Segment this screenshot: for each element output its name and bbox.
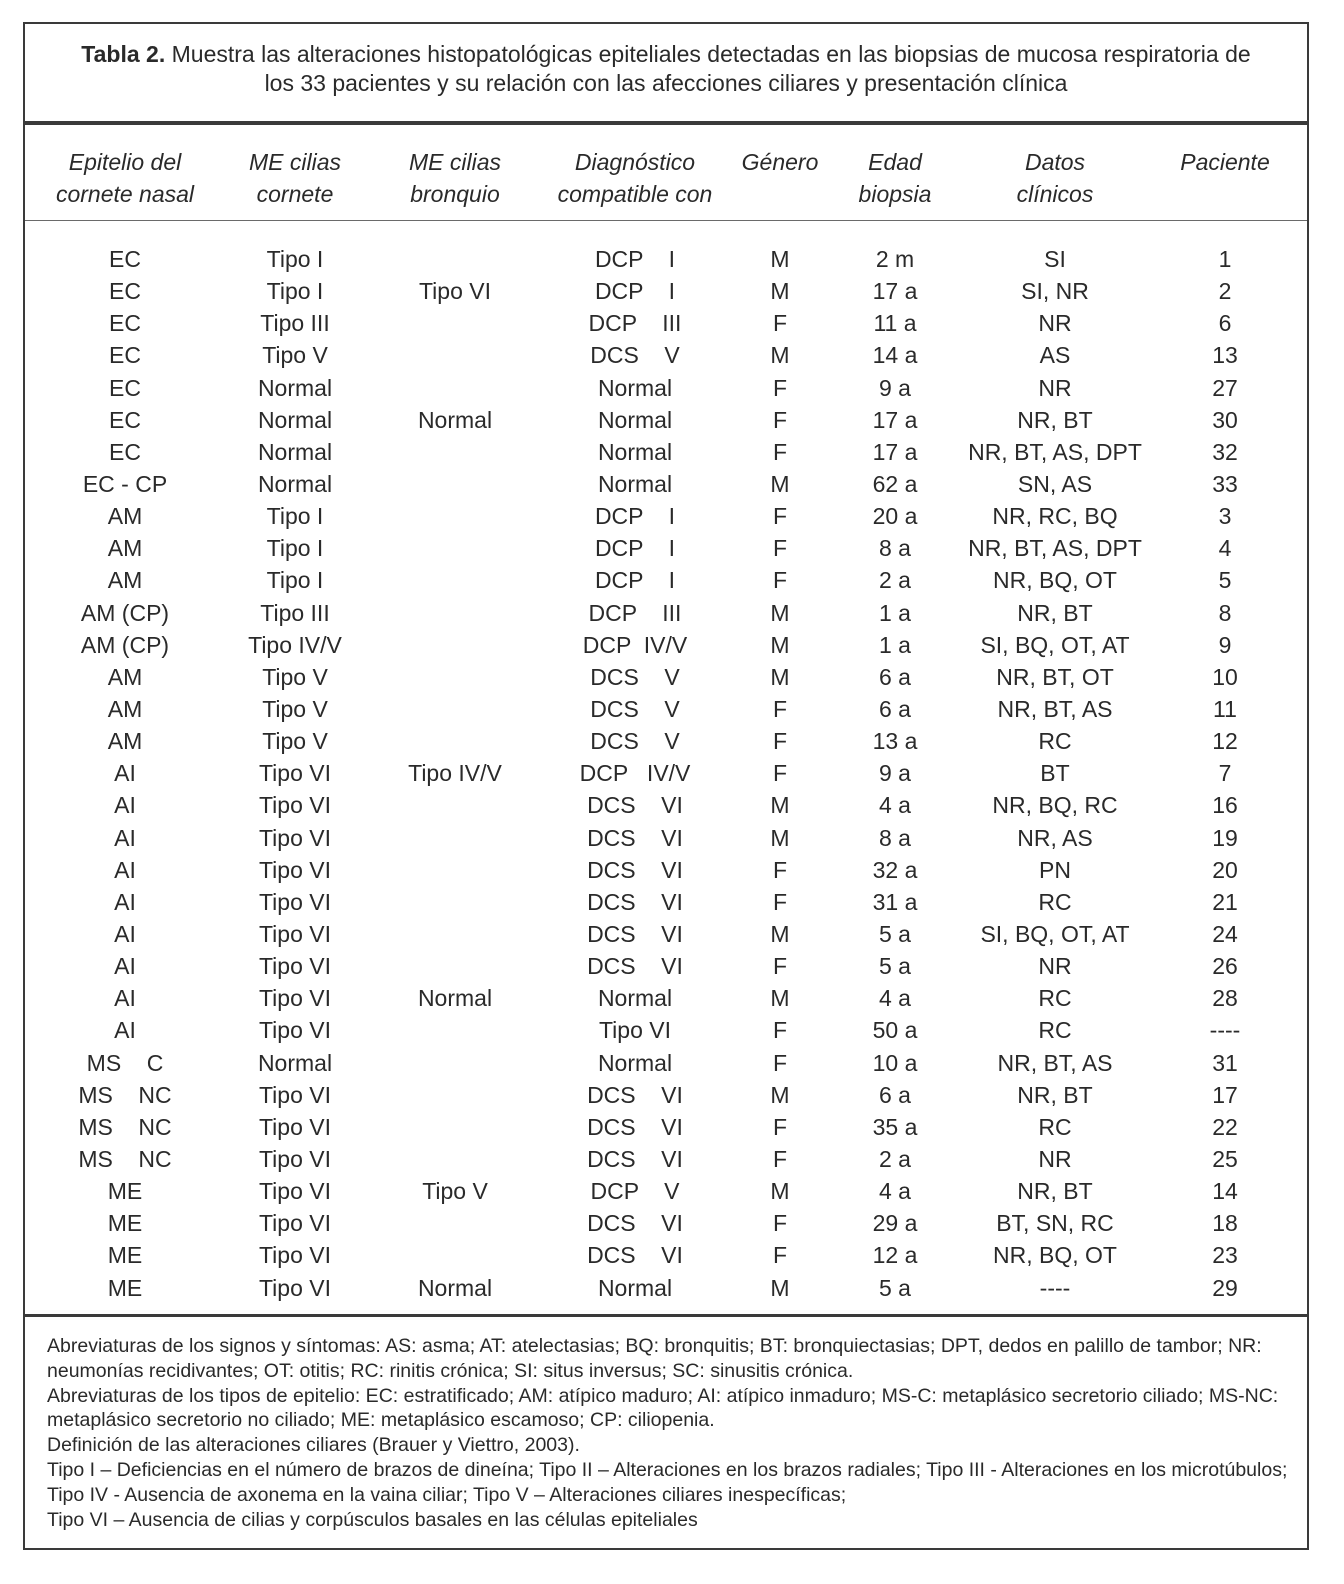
table-row	[25, 500, 1307, 532]
cell-cilias-cornete: Tipo VI	[258, 953, 331, 980]
cell-diagnostico: DCS V	[590, 663, 680, 690]
cell-datos-clinicos: NR, BT	[1017, 406, 1093, 433]
cell-genero: F	[772, 535, 788, 562]
cell-edad: 2 a	[879, 567, 911, 594]
cell-epitelio: AM	[107, 567, 143, 594]
cell-epitelio: EC	[109, 278, 141, 305]
cell-cilias-bronquio: Normal	[417, 406, 493, 433]
cell-edad: 17 a	[872, 406, 918, 433]
cell-paciente: 25	[1212, 1145, 1238, 1172]
header-me-cilias-bronquio: ME cilias bronquio	[408, 149, 501, 207]
cell-datos-clinicos: SI	[1044, 246, 1066, 272]
cell-edad: 62 a	[872, 470, 918, 497]
cell-cilias-cornete: Tipo VI	[258, 1274, 331, 1301]
cell-cilias-cornete: Tipo VI	[258, 792, 331, 819]
cell-edad: 29 a	[872, 1210, 918, 1237]
cell-cilias-cornete: Tipo VI	[258, 985, 331, 1012]
cell-genero: M	[770, 278, 790, 305]
cell-paciente: 16	[1212, 792, 1238, 819]
cell-datos-clinicos: NR	[1038, 374, 1072, 401]
cell-datos-clinicos: RC	[1038, 728, 1072, 755]
cell-datos-clinicos: NR, BT, AS, DPT	[968, 535, 1142, 562]
cell-epitelio: AI	[114, 920, 136, 947]
cell-edad: 4 a	[879, 1178, 911, 1205]
cell-genero: M	[770, 792, 790, 819]
cell-genero: F	[772, 1145, 788, 1172]
header-edad: Edad biopsia	[858, 149, 932, 207]
cell-epitelio: AI	[114, 985, 136, 1012]
cell-cilias-cornete: Normal	[257, 470, 333, 497]
cell-cilias-bronquio: Tipo IV/V	[408, 760, 502, 787]
cell-cilias-cornete: Tipo V	[262, 663, 328, 690]
cell-cilias-cornete: Tipo VI	[258, 1242, 331, 1269]
header-paciente: Paciente	[1180, 149, 1270, 175]
cell-epitelio: AM (CP)	[80, 631, 170, 658]
table-body	[25, 243, 1307, 1304]
cell-genero: M	[770, 985, 790, 1012]
cell-paciente: 24	[1212, 920, 1238, 947]
header-genero: Género	[741, 149, 819, 175]
cell-epitelio: AI	[114, 953, 136, 980]
cell-datos-clinicos: NR	[1038, 310, 1072, 337]
table-row	[25, 789, 1307, 821]
cell-epitelio: EC	[109, 246, 141, 272]
cell-paciente: 32	[1212, 438, 1238, 465]
cell-epitelio: AI	[114, 856, 136, 883]
cell-diagnostico: Normal	[597, 1274, 673, 1301]
cell-cilias-cornete: Tipo III	[260, 599, 330, 626]
cell-paciente: 5	[1218, 567, 1232, 594]
cell-epitelio: AM	[107, 728, 143, 755]
cell-epitelio: ME	[107, 1178, 143, 1205]
cell-edad: 50 a	[872, 1017, 918, 1044]
note-epitelio: Abreviaturas de los tipos de epitelio: EC: estratificado; AM: atípico maduro; AI: atípico inmaduro; MS-C: metaplásico secretorio ciliado; MS-NC: metaplásico secretorio no ciliado; ME: metaplásico escamoso; CP: ciliopenia.	[47, 1384, 1279, 1432]
cell-genero: F	[772, 1017, 788, 1044]
table-row	[25, 532, 1307, 564]
cell-diagnostico: DCP I	[594, 567, 676, 594]
table-row	[25, 725, 1307, 757]
cell-genero: M	[770, 599, 790, 626]
cell-edad: 9 a	[879, 760, 911, 787]
cell-paciente: 10	[1212, 663, 1238, 690]
cell-epitelio: AI	[114, 1017, 136, 1044]
cell-diagnostico: Normal	[597, 406, 673, 433]
header-rule	[25, 220, 1307, 221]
note-definicion: Definición de las alteraciones ciliares (Brauer y Viettro, 2003).	[47, 1434, 580, 1457]
cell-datos-clinicos: SI, BQ, OT, AT	[980, 920, 1130, 947]
cell-diagnostico: DCP III	[588, 310, 682, 337]
cell-diagnostico: DCP IV/V	[579, 760, 691, 787]
cell-cilias-cornete: Tipo V	[262, 342, 328, 369]
cell-paciente: 27	[1212, 374, 1238, 401]
cell-cilias-cornete: Tipo I	[266, 246, 324, 272]
cell-datos-clinicos: PN	[1039, 856, 1071, 883]
cell-diagnostico: DCS VI	[587, 1210, 683, 1237]
cell-epitelio: AM (CP)	[80, 599, 170, 626]
cell-datos-clinicos: RC	[1038, 1113, 1072, 1140]
table-row	[25, 275, 1307, 307]
cell-genero: F	[772, 1210, 788, 1237]
cell-paciente: 23	[1212, 1242, 1238, 1269]
cell-cilias-cornete: Tipo I	[266, 567, 324, 594]
cell-genero: F	[772, 503, 788, 530]
cell-datos-clinicos: NR, AS	[1017, 824, 1093, 851]
cell-genero: F	[772, 695, 788, 722]
cell-edad: 9 a	[879, 374, 911, 401]
cell-paciente: 13	[1212, 342, 1238, 369]
table-row	[25, 757, 1307, 789]
bottom-rule	[25, 1314, 1307, 1317]
cell-edad: 35 a	[872, 1113, 918, 1140]
cell-edad: 1 a	[879, 631, 911, 658]
cell-paciente: 21	[1212, 888, 1238, 915]
cell-edad: 2 a	[879, 1145, 911, 1172]
cell-genero: M	[770, 663, 790, 690]
table-row	[25, 854, 1307, 886]
cell-diagnostico: DCP I	[594, 246, 676, 272]
cell-cilias-cornete: Tipo VI	[258, 824, 331, 851]
cell-genero: F	[772, 760, 788, 787]
table-frame	[23, 22, 1309, 1550]
top-rule	[25, 121, 1307, 125]
cell-genero: F	[772, 406, 788, 433]
cell-diagnostico: DCS VI	[587, 792, 683, 819]
cell-diagnostico: DCS VI	[587, 1081, 683, 1108]
cell-cilias-cornete: Tipo VI	[258, 1145, 331, 1172]
cell-datos-clinicos: NR, BT, OT	[996, 663, 1114, 690]
cell-diagnostico: DCS V	[590, 695, 680, 722]
cell-paciente: 30	[1212, 406, 1238, 433]
cell-cilias-bronquio: Tipo VI	[418, 278, 491, 305]
cell-datos-clinicos: NR, BT	[1017, 1178, 1093, 1205]
cell-paciente: 20	[1212, 856, 1238, 883]
cell-genero: F	[772, 1049, 788, 1076]
cell-edad: 31 a	[872, 888, 918, 915]
cell-edad: 4 a	[879, 792, 911, 819]
cell-datos-clinicos: SI, BQ, OT, AT	[980, 631, 1130, 658]
cell-edad: 6 a	[879, 1081, 911, 1108]
cell-paciente: 14	[1212, 1178, 1238, 1205]
table-notes	[47, 1334, 1289, 1532]
cell-edad: 2 m	[875, 246, 915, 272]
cell-paciente: 7	[1218, 760, 1232, 787]
cell-genero: F	[772, 567, 788, 594]
table-row	[25, 1239, 1307, 1271]
cell-cilias-cornete: Tipo VI	[258, 856, 331, 883]
table-row	[25, 918, 1307, 950]
cell-cilias-cornete: Normal	[257, 374, 333, 401]
cell-cilias-cornete: Tipo I	[266, 503, 324, 530]
cell-edad: 1 a	[879, 599, 911, 626]
header-diagnostico: Diagnóstico compatible con	[557, 149, 713, 207]
cell-diagnostico: DCP I	[594, 278, 676, 305]
cell-diagnostico: Tipo VI	[598, 1017, 671, 1044]
cell-genero: M	[770, 631, 790, 658]
cell-datos-clinicos: NR, BQ, OT	[993, 1242, 1117, 1269]
cell-epitelio: AM	[107, 695, 143, 722]
table-row	[25, 1207, 1307, 1239]
cell-datos-clinicos: NR, BQ, OT	[993, 567, 1117, 594]
cell-genero: M	[770, 1274, 790, 1301]
cell-datos-clinicos: AS	[1039, 342, 1071, 369]
cell-edad: 17 a	[872, 278, 918, 305]
cell-diagnostico: Normal	[597, 374, 673, 401]
cell-cilias-cornete: Tipo VI	[258, 1210, 331, 1237]
cell-epitelio: AI	[114, 888, 136, 915]
cell-paciente: 18	[1212, 1210, 1238, 1237]
cell-cilias-cornete: Tipo VI	[258, 1178, 331, 1205]
header-me-cilias-cornete: ME cilias cornete	[248, 149, 341, 207]
cell-epitelio: AM	[107, 535, 143, 562]
cell-epitelio: ME	[107, 1210, 143, 1237]
cell-diagnostico: DCP III	[588, 599, 682, 626]
cell-diagnostico: DCS V	[590, 342, 680, 369]
cell-datos-clinicos: NR, BT, AS	[997, 1049, 1113, 1076]
cell-cilias-cornete: Tipo V	[262, 695, 328, 722]
table-row	[25, 1047, 1307, 1079]
cell-epitelio: EC	[109, 310, 141, 337]
cell-paciente: 3	[1218, 503, 1232, 530]
cell-epitelio: ME	[107, 1274, 143, 1301]
table-row	[25, 950, 1307, 982]
cell-genero: M	[770, 1081, 790, 1108]
cell-paciente: 28	[1212, 985, 1238, 1012]
cell-epitelio: MS NC	[78, 1113, 172, 1140]
table-row	[25, 982, 1307, 1014]
cell-genero: M	[770, 246, 790, 272]
cell-epitelio: MS NC	[78, 1145, 172, 1172]
cell-paciente: 29	[1212, 1274, 1238, 1301]
cell-paciente: 19	[1212, 824, 1238, 851]
cell-genero: M	[770, 470, 790, 497]
cell-diagnostico: DCP I	[594, 535, 676, 562]
cell-cilias-cornete: Tipo VI	[258, 920, 331, 947]
cell-datos-clinicos: ----	[1039, 1274, 1071, 1301]
cell-datos-clinicos: NR, BT	[1017, 1081, 1093, 1108]
cell-cilias-cornete: Tipo III	[260, 310, 330, 337]
cell-paciente: 12	[1212, 728, 1238, 755]
cell-edad: 10 a	[872, 1049, 918, 1076]
note-tipos: Tipo I – Deficiencias en el número de brazos de dineína; Tipo II – Alteraciones en los brazos radiales; Tipo III - Alteraciones en los microtúbulos; Tipo IV - Ausencia de axonema en la vaina ciliar; Tipo V – Alteraciones ciliares inespecíficas;	[47, 1458, 1288, 1506]
cell-diagnostico: DCS VI	[587, 824, 683, 851]
cell-diagnostico: DCS VI	[587, 856, 683, 883]
cell-cilias-cornete: Tipo VI	[258, 888, 331, 915]
table-row	[25, 1272, 1307, 1304]
table-row	[25, 404, 1307, 436]
cell-edad: 8 a	[879, 824, 911, 851]
cell-paciente: 17	[1212, 1081, 1238, 1108]
cell-paciente: 31	[1212, 1049, 1238, 1076]
cell-diagnostico: DCS VI	[587, 1113, 683, 1140]
cell-cilias-cornete: Tipo I	[266, 535, 324, 562]
cell-paciente: 6	[1218, 310, 1232, 337]
cell-edad: 5 a	[879, 953, 911, 980]
cell-paciente: ----	[1209, 1017, 1241, 1044]
header-epitelio: Epitelio del cornete nasal	[55, 149, 195, 207]
cell-cilias-cornete: Normal	[257, 438, 333, 465]
cell-paciente: 8	[1218, 599, 1232, 626]
cell-genero: M	[770, 920, 790, 947]
cell-cilias-cornete: Tipo I	[266, 278, 324, 305]
caption-text: Muestra las alteraciones histopatológicas epiteliales detectadas en las biopsias de mucosa respiratoria de los 33 pacientes y su relación con las afecciones ciliares y presentación clínica	[171, 41, 1251, 96]
table-row	[25, 886, 1307, 918]
cell-epitelio: EC	[109, 406, 141, 433]
table-header	[25, 146, 1307, 220]
cell-diagnostico: DCS V	[590, 728, 680, 755]
table-row	[25, 307, 1307, 339]
cell-datos-clinicos: NR, BT, AS	[997, 695, 1113, 722]
table-row	[25, 629, 1307, 661]
cell-diagnostico: Normal	[597, 985, 673, 1012]
table-row	[25, 1014, 1307, 1046]
cell-datos-clinicos: SN, AS	[1017, 470, 1093, 497]
cell-diagnostico: Normal	[597, 470, 673, 497]
table-row	[25, 661, 1307, 693]
cell-paciente: 33	[1212, 470, 1238, 497]
cell-datos-clinicos: NR, RC, BQ	[992, 503, 1118, 530]
cell-epitelio: MS C	[86, 1049, 164, 1076]
table-row	[25, 597, 1307, 629]
cell-datos-clinicos: NR, BT, AS, DPT	[968, 438, 1142, 465]
cell-genero: M	[770, 342, 790, 369]
cell-genero: F	[772, 953, 788, 980]
cell-edad: 14 a	[872, 342, 918, 369]
cell-diagnostico: DCP V	[590, 1178, 680, 1205]
cell-paciente: 2	[1218, 278, 1232, 305]
caption-label: Tabla 2.	[81, 41, 166, 67]
cell-diagnostico: DCS VI	[587, 1145, 683, 1172]
cell-cilias-bronquio: Normal	[417, 985, 493, 1012]
cell-genero: M	[770, 824, 790, 851]
cell-datos-clinicos: SI, NR	[1021, 278, 1089, 305]
table-row	[25, 372, 1307, 404]
cell-diagnostico: DCP IV/V	[582, 631, 688, 658]
cell-paciente: 22	[1212, 1113, 1238, 1140]
cell-genero: F	[772, 888, 788, 915]
cell-edad: 4 a	[879, 985, 911, 1012]
cell-datos-clinicos: NR	[1038, 1145, 1072, 1172]
cell-epitelio: AM	[107, 503, 143, 530]
cell-diagnostico: DCP I	[594, 503, 676, 530]
table-row	[25, 1079, 1307, 1111]
cell-epitelio: EC	[109, 438, 141, 465]
cell-epitelio: AM	[107, 663, 143, 690]
cell-edad: 32 a	[872, 856, 918, 883]
table-row	[25, 468, 1307, 500]
table-row	[25, 822, 1307, 854]
cell-genero: F	[772, 438, 788, 465]
cell-diagnostico: DCS VI	[587, 888, 683, 915]
cell-cilias-cornete: Tipo IV/V	[248, 631, 342, 658]
cell-epitelio: AI	[114, 760, 136, 787]
cell-datos-clinicos: BT, SN, RC	[996, 1210, 1114, 1237]
header-datos-clinicos: Datos clínicos	[1016, 149, 1094, 207]
cell-diagnostico: Normal	[597, 1049, 673, 1076]
cell-cilias-cornete: Tipo VI	[258, 760, 331, 787]
cell-epitelio: EC - CP	[82, 470, 168, 497]
cell-edad: 6 a	[879, 695, 911, 722]
cell-edad: 8 a	[879, 535, 911, 562]
table-row	[25, 1143, 1307, 1175]
cell-cilias-bronquio: Tipo V	[422, 1178, 488, 1205]
cell-paciente: 9	[1218, 631, 1232, 658]
cell-edad: 13 a	[872, 728, 918, 755]
cell-paciente: 1	[1218, 246, 1232, 272]
table-row	[25, 436, 1307, 468]
table-caption	[25, 40, 1307, 98]
cell-cilias-cornete: Tipo VI	[258, 1017, 331, 1044]
table-row	[25, 243, 1307, 275]
table-row	[25, 339, 1307, 371]
note-tipo-vi: Tipo VI – Ausencia de cilias y corpúsculos basales en las células epiteliales	[47, 1508, 698, 1531]
cell-genero: F	[772, 374, 788, 401]
cell-edad: 20 a	[872, 503, 918, 530]
cell-cilias-cornete: Normal	[257, 406, 333, 433]
cell-epitelio: AI	[114, 824, 136, 851]
cell-edad: 5 a	[879, 920, 911, 947]
cell-datos-clinicos: NR	[1038, 953, 1072, 980]
table-row	[25, 693, 1307, 725]
cell-paciente: 26	[1212, 953, 1238, 980]
cell-cilias-cornete: Tipo VI	[258, 1113, 331, 1140]
cell-cilias-bronquio: Normal	[417, 1274, 493, 1301]
note-signos: Abreviaturas de los signos y síntomas: AS: asma; AT: atelectasias; BQ: bronquitis; BT: bronquiectasias; DPT, dedos en palillo de tambor; NR: neumonías recidivantes; OT: otitis; RC: rinitis crónica; SI: situs inversus; SC: sinusitis crónica.	[47, 1335, 1262, 1382]
cell-epitelio: MS NC	[78, 1081, 172, 1108]
cell-genero: F	[772, 856, 788, 883]
cell-datos-clinicos: BT	[1040, 760, 1070, 787]
cell-diagnostico: DCS VI	[587, 1242, 683, 1269]
cell-genero: F	[772, 1113, 788, 1140]
cell-datos-clinicos: NR, BT	[1017, 599, 1093, 626]
cell-edad: 11 a	[873, 310, 917, 337]
cell-paciente: 11	[1213, 695, 1237, 722]
table-row	[25, 1175, 1307, 1207]
cell-cilias-cornete: Tipo V	[262, 728, 328, 755]
table-row	[25, 564, 1307, 596]
cell-datos-clinicos: NR, BQ, RC	[992, 792, 1118, 819]
cell-diagnostico: Normal	[597, 438, 673, 465]
cell-epitelio: ME	[107, 1242, 143, 1269]
cell-genero: F	[772, 310, 788, 337]
cell-edad: 6 a	[879, 663, 911, 690]
cell-genero: F	[772, 1242, 788, 1269]
cell-cilias-cornete: Normal	[257, 1049, 333, 1076]
cell-edad: 5 a	[879, 1274, 911, 1301]
cell-diagnostico: DCS VI	[587, 920, 683, 947]
cell-epitelio: EC	[109, 342, 141, 369]
cell-genero: M	[770, 1178, 790, 1205]
cell-datos-clinicos: RC	[1038, 888, 1072, 915]
table-row	[25, 1111, 1307, 1143]
cell-epitelio: AI	[114, 792, 136, 819]
cell-epitelio: EC	[109, 374, 141, 401]
cell-cilias-cornete: Tipo VI	[258, 1081, 331, 1108]
cell-datos-clinicos: RC	[1038, 1017, 1072, 1044]
cell-datos-clinicos: RC	[1038, 985, 1072, 1012]
cell-paciente: 4	[1218, 535, 1232, 562]
cell-diagnostico: DCS VI	[587, 953, 683, 980]
cell-genero: F	[772, 728, 788, 755]
cell-edad: 17 a	[872, 438, 918, 465]
cell-edad: 12 a	[872, 1242, 918, 1269]
